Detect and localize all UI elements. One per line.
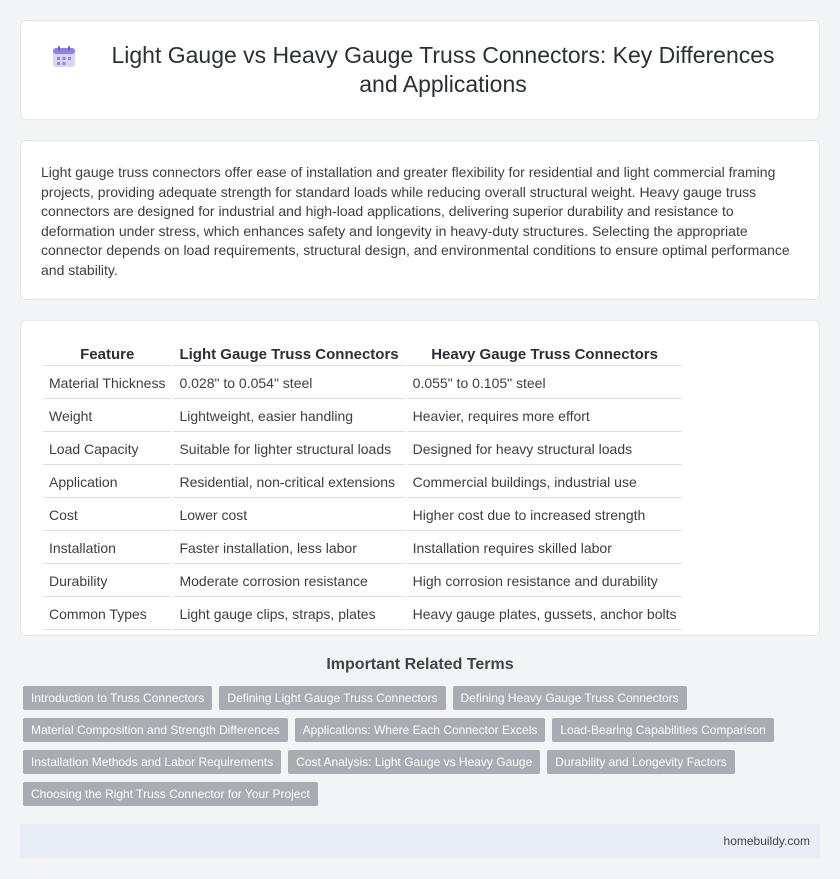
feature-cell: Installation — [43, 533, 171, 564]
related-term-tag[interactable]: Applications: Where Each Connector Excels — [295, 718, 546, 742]
heavy-gauge-cell: High corrosion resistance and durability — [407, 566, 683, 597]
heavy-gauge-cell: Installation requires skilled labor — [407, 533, 683, 564]
header-feature: Feature — [43, 343, 171, 366]
related-terms-tags — [20, 686, 820, 814]
table-row — [43, 368, 682, 399]
related-term-tag[interactable]: Defining Light Gauge Truss Connectors — [219, 686, 445, 710]
feature-cell: Common Types — [43, 599, 171, 630]
light-gauge-cell: Faster installation, less labor — [173, 533, 404, 564]
feature-cell: Weight — [43, 401, 171, 432]
heavy-gauge-cell: Higher cost due to increased strength — [407, 500, 683, 531]
table-row — [43, 566, 682, 597]
table-row — [43, 467, 682, 498]
table-row — [43, 401, 682, 432]
comparison-table — [41, 341, 684, 632]
title-wrap — [51, 41, 789, 99]
light-gauge-cell: Lightweight, easier handling — [173, 401, 404, 432]
related-term-tag[interactable]: Load-Bearing Capabilities Comparison — [552, 718, 773, 742]
header-light-gauge: Light Gauge Truss Connectors — [173, 343, 404, 366]
feature-cell: Load Capacity — [43, 434, 171, 465]
footer-site-name[interactable]: homebuildy.com — [723, 834, 810, 848]
related-term-tag[interactable]: Defining Heavy Gauge Truss Connectors — [453, 686, 687, 710]
summary-card — [20, 140, 820, 300]
summary-text: Light gauge truss connectors offer ease of installation and greater flexibility for residential and light commercial framing projects, providing adequate strength for standard loads while reducing overall structural weight. Heavy gauge truss connectors are designed for industrial and high-load applications, delivering superior durability and resistance to deformation under stress, which enhances safety and longevity in heavy-duty structures. Selecting the appropriate connector depends on load requirements, structural design, and environmental conditions to ensure optimal performance and stability. — [41, 164, 790, 278]
table-row — [43, 434, 682, 465]
header-card — [20, 20, 820, 120]
feature-cell: Durability — [43, 566, 171, 597]
related-terms-heading: Important Related Terms — [326, 656, 514, 673]
light-gauge-cell: Light gauge clips, straps, plates — [173, 599, 404, 630]
light-gauge-cell: Suitable for lighter structural loads — [173, 434, 404, 465]
light-gauge-cell: Moderate corrosion resistance — [173, 566, 404, 597]
related-term-tag[interactable]: Introduction to Truss Connectors — [23, 686, 212, 710]
heavy-gauge-cell: Designed for heavy structural loads — [407, 434, 683, 465]
footer — [20, 824, 820, 858]
related-terms-section — [20, 656, 820, 814]
table-row — [43, 533, 682, 564]
related-term-tag[interactable]: Material Composition and Strength Differences — [23, 718, 288, 742]
heavy-gauge-cell: Commercial buildings, industrial use — [407, 467, 683, 498]
table-header-row — [43, 343, 682, 366]
feature-cell: Application — [43, 467, 171, 498]
related-term-tag[interactable]: Choosing the Right Truss Connector for Your Project — [23, 782, 318, 806]
header-heavy-gauge: Heavy Gauge Truss Connectors — [407, 343, 683, 366]
related-term-tag[interactable]: Installation Methods and Labor Requirements — [23, 750, 281, 774]
heavy-gauge-cell: Heavy gauge plates, gussets, anchor bolts — [407, 599, 683, 630]
feature-cell: Cost — [43, 500, 171, 531]
light-gauge-cell: Lower cost — [173, 500, 404, 531]
heavy-gauge-cell: 0.055" to 0.105" steel — [407, 368, 683, 399]
light-gauge-cell: 0.028" to 0.054" steel — [173, 368, 404, 399]
light-gauge-cell: Residential, non-critical extensions — [173, 467, 404, 498]
table-row — [43, 500, 682, 531]
page-title: Light Gauge vs Heavy Gauge Truss Connectors: Key Differences and Applications — [111, 42, 775, 97]
related-term-tag[interactable]: Cost Analysis: Light Gauge vs Heavy Gauge — [288, 750, 540, 774]
table-row — [43, 599, 682, 630]
comparison-table-card — [20, 320, 820, 636]
related-term-tag[interactable]: Durability and Longevity Factors — [547, 750, 734, 774]
calendar-icon — [51, 45, 77, 69]
heavy-gauge-cell: Heavier, requires more effort — [407, 401, 683, 432]
feature-cell: Material Thickness — [43, 368, 171, 399]
